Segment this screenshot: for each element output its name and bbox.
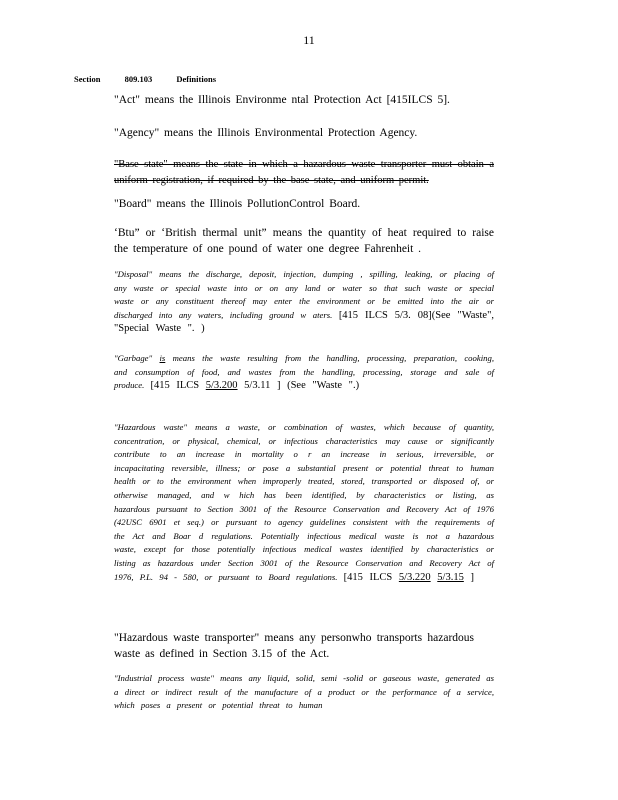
citation: [415 ILCS 5/3. 08](See "Waste", "Special Waste ". ) (114, 309, 495, 335)
definition-industrial-process-waste: "Industrial process waste" means any liquid, solid, semi -solid or gaseous waste, generated as a direct or indirect result of the manufacture of a product or the performance of a service, which poses a present or potential threat to human (114, 673, 494, 711)
definition-text: "Disposal" means the discharge, deposit, injection, dumping , spilling, leaking, or placing of any waste or special waste into or on any land or water so that such waste or special waste or any constituent thereof may enter the environment or be emitted into the air or discharged into any waters, including ground w aters. (114, 269, 494, 320)
definition-btu: ‘Btu” or ‘British thermal unit” means the quantity of heat required to raise the temperature of one pound of water one degree Fahrenheit . (114, 227, 494, 255)
page-number: 11 (303, 33, 315, 47)
section-number: 809.103 (124, 74, 153, 84)
definition-hazardous-waste-transporter: "Hazardous waste transporter" means any personwho transports hazardous waste as defined in Section 3.15 of the Act. (114, 632, 474, 660)
definition-act: "Act" means the Illinois Environme ntal Protection Act [415ILCS 5]. (114, 94, 450, 106)
definition-agency: "Agency" means the Illinois Environmental Protection Agency. (114, 127, 418, 139)
citation-inserted: 5/3.200 (205, 380, 238, 392)
struck-text: is (159, 353, 166, 363)
definition-text: "Hazardous waste" means a waste, or combination of wastes, which because of quantity, concentration, or physical, chemical, or infectious characteristics may cause or significantly contribute to an increase in mortality o r an increase in serious, irreversible, or incapacitating reversible, illness; or pose a substantial present or potential threat to human health or to the environment when improperly treated, stored, transported or disposed of, or otherwise managed, and w hich has been identified, by characteristics or listing, as hazardous pursuant to Section 3001 of the Resource Conservation and Recovery Act of 1976 (42USC 6901 et seq.) or pursuant to agency guidelines consistent with the requirements of the Act and Boar d regulations. Potentially infectious medical waste is not a hazardous waste, except for those potentially infectious medical wastes identified by characteristics or listing as hazardous under Section 3001 of the Resource Conservation and Recovery Act of 1976, P.L. 94 - 580, or pursuant to Board regulations. (114, 422, 494, 582)
citation-start: [415 ILCS (150, 380, 206, 392)
citation-deleted: 5/3.15 (437, 571, 464, 583)
definition-text-continued: means the waste resulting from the handling, processing, preparation, cooking, and consumption of food, and wastes from the handling, processing, storage and sale of produce. (114, 353, 495, 391)
definition-base-state: "Base state" means the state in which a hazardous waste transporter must obtain a uniform registration, if required by the base state, and uniform permit. (114, 159, 494, 186)
citation-end: ] (463, 571, 474, 583)
definition-hazardous-waste (114, 421, 494, 584)
citation-end: 5/3.11 ] (See "Waste ".) (237, 380, 360, 392)
section-heading (74, 74, 238, 84)
section-label: Section (74, 74, 101, 84)
definition-text: "Garbage" (114, 353, 160, 363)
citation-start: [415 ILCS (343, 571, 399, 583)
definition-garbage (114, 352, 494, 393)
section-title: Definitions (176, 74, 216, 84)
citation-inserted: 5/3.220 (398, 571, 431, 583)
citation (344, 572, 474, 583)
citation (151, 380, 360, 391)
definition-board: "Board" means the Illinois PollutionControl Board. (114, 198, 361, 210)
definition-disposal (114, 268, 494, 336)
